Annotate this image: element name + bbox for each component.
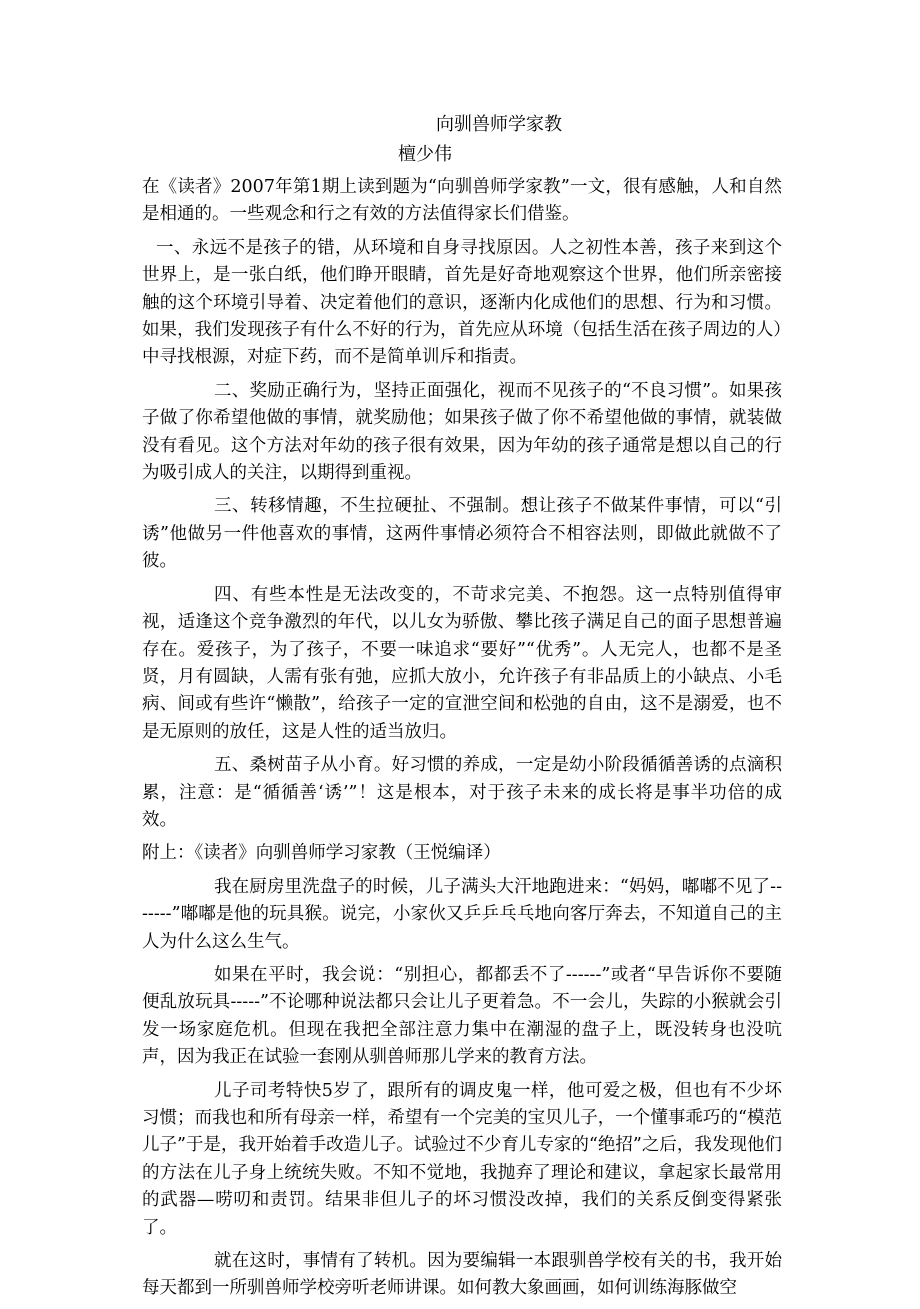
- document-body: [142, 174, 782, 1309]
- point-two-paragraph: 二、奖励正确行为，坚持正面强化，视而不见孩子的“不良习惯”。如果孩子做了你希望他做的事情，就奖励他；如果孩子做了你不希望他做的事情，就装做没有看见。这个方法对年幼的孩子很有效果，因为年幼的孩子通常是想以自己的行为吸引成人的关注，以期得到重视。: [142, 380, 782, 484]
- point-one-paragraph: 一、永远不是孩子的错，从环境和自身寻找原因。人之初性本善，孩子来到这个世界上，是一张白纸，他们睁开眼睛，首先是好奇地观察这个世界，他们所亲密接触的这个环境引导着、决定着他们的意识，逐渐内化成他们的思想、行为和习惯。如果，我们发现孩子有什么不好的行为，首先应从环境（包括生活在孩子周边的人）中寻找根源，对症下药，而不是简单训斥和指责。: [142, 237, 782, 368]
- document-author: 檀少伟: [398, 144, 452, 165]
- intro-paragraph: 在《读者》2007年第1期上读到题为“向驯兽师学家教”一文，很有感触，人和自然是相通的。一些观念和行之有效的方法值得家长们借鉴。: [142, 177, 782, 225]
- point-four-paragraph: 四、有些本性是无法改变的，不苛求完美、不抱怨。这一点特别值得审视，适逢这个竞争激烈的年代，以儿女为骄傲、攀比孩子满足自己的面子思想普遍存在。爱孩子，为了孩子，不要一味追求“要好”“优秀”。人无完人，也都不是圣贤，月有圆缺，人需有张有弛，应抓大放小，允许孩子有非品质上的小缺点、小毛病、间或有些许“懒散”，给孩子一定的宣泄空间和松弛的自由，这不是溺爱，也不是无原则的放任，这是人性的适当放归。: [142, 584, 782, 742]
- point-three-paragraph: 三、转移情趣，不生拉硬扯、不强制。想让孩子不做某件事情，可以“引诱”他做另一件他喜欢的事情，这两件事情必须符合不相容法则，即做此就做不了彼。: [142, 496, 782, 572]
- document-title: 向驯兽师学家教: [436, 114, 562, 135]
- appendix-paragraph-3: 儿子司考特快5岁了，跟所有的调皮鬼一样，他可爱之极，但也有不少坏习惯；而我也和所有母亲一样，希望有一个完美的宝贝儿子，一个懂事乖巧的“模范儿子”于是，我开始着手改造儿子。试验过不少育儿专家的“绝招”之后，我发现他们的方法在儿子身上统统失败。不知不觉地，我抛弃了理论和建议，拿起家长最常用的武器—唠叨和责罚。结果非但儿子的坏习惯没改掉，我们的关系反倒变得紧张了。: [142, 1080, 782, 1238]
- point-five-paragraph: 五、桑树苗子从小育。好习惯的养成，一定是幼小阶段循循善诱的点滴积累，注意：是“循循善‘诱’”！这是根本，对于孩子未来的成长将是事半功倍的成效。: [142, 755, 782, 830]
- appendix-heading: 附上：《读者》向驯兽师学习家教（王悦编译）: [142, 843, 501, 864]
- appendix-paragraph-1: 我在厨房里洗盘子的时候，儿子满头大汗地跑进来：“妈妈，嘟嘟不见了-------”嘟嘟是他的玩具猴。说完，小家伙又乒乒乓乓地向客厅奔去，不知道自己的主人为什么这么生气。: [142, 876, 782, 952]
- appendix-paragraph-2: 如果在平时，我会说：“别担心，都都丢不了------”或者“早告诉你不要随便乱放玩具-----”不论哪种说法都只会让儿子更着急。不一会儿，失踪的小猴就会引发一场家庭危机。但现在我把全部注意力集中在潮湿的盘子上，既没转身也没吭声，因为我正在试验一套刚从驯兽师那儿学来的教育方法。: [142, 964, 782, 1068]
- appendix-paragraph-4: 就在这时，事情有了转机。因为要编辑一本跟驯兽学校有关的书，我开始每天都到一所驯兽师学校旁听老师讲课。如何教大象画画，如何训练海豚做空: [142, 1251, 782, 1299]
